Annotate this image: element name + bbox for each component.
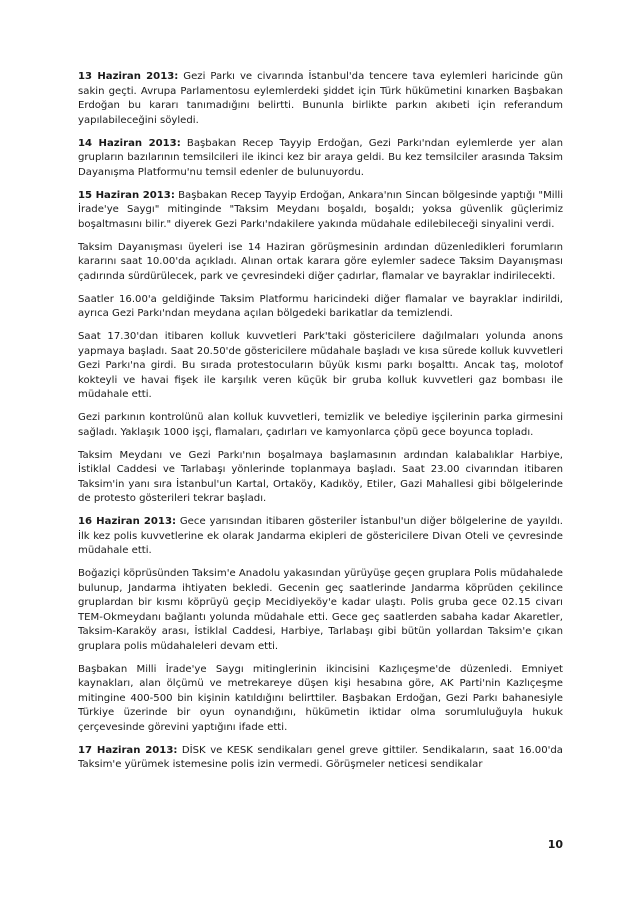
date-label: 17 Haziran 2013: — [78, 744, 178, 756]
date-label: 13 Haziran 2013: — [78, 71, 179, 82]
paragraph-15-haziran — [78, 189, 563, 233]
paragraph-text: Taksim Meydanı ve Gezi Parkı'nın boşalmaya başlamasının ardından kalabalıklar Harbiye, İstiklal Caddesi ve Tarlabaşı yönlerinde toplanmaya başladı. Saat 23.00 civarından itibaren Taksim'in yanı sıra İstanbul'un Kartal, Ortaköy, Kadıköy, Etiler, Gazi Mahallesi gibi bölgelerinde de protesto gösterileri tekrar başladı. — [78, 449, 563, 504]
paragraph-14-haziran — [78, 137, 563, 181]
paragraph-gezi-kontrol — [78, 411, 563, 440]
paragraph-bogazici — [78, 567, 563, 654]
page-body — [78, 70, 563, 781]
paragraph-text: Boğaziçi köprüsünden Taksim'e Anadolu yakasından yürüyüşe geçen gruplara Polis müdahalede bulunup, Jandarma ihtiyaten bekledi. Gecenin geç saatlerinde Jandarma köprüden çekilince gruplardan bir kısmı köprüyü geçip Mecidiyeköy'e kadar ulaştı. Polis gruba gece 02.15 civarı TEM-Okmeydanı bağlantı yolunda müdahale etti. Gece geç saatlerden sabaha kadar Akaretler, Taksim-Karaköy arası, İstiklal Caddesi, Harbiye, Tarlabaşı gibi bütün yollardan Taksim'e çıkan gruplara polis müdahaleleri devam etti. — [78, 568, 563, 652]
paragraph-text: Saat 17.30'dan itibaren kolluk kuvvetleri Park'taki göstericilere dağılmaları yolunda anons yapmaya başladı. Saat 20.50'de göstericilere müdahale başladı ve kısa sürede kolluk kuvvetleri Gezi Parkı'na girdi. Bu sırada protestocuların büyük kısmı parkı boşalttı. Ancak taş, molotof kokteyli ve havai fişek ile karşılık veren küçük bir gruba kolluk kuvvetleri gaz bombası ile müdahale etti. — [78, 331, 563, 400]
paragraph-text: Gezi parkının kontrolünü alan kolluk kuvvetleri, temizlik ve belediye işçilerinin parka girmesini sağladı. Yaklaşık 1000 işçi, flamaları, çadırları ve kamyonlarca çöpü gece boyunca topladı. — [78, 412, 563, 438]
date-label: 15 Haziran 2013: — [78, 189, 175, 201]
paragraph-13-haziran — [78, 70, 563, 128]
paragraph-saat-1730 — [78, 330, 563, 403]
paragraph-17-haziran — [78, 744, 563, 773]
paragraph-text: Başbakan Milli İrade'ye Saygı mitinglerinin ikincisini Kazlıçeşme'de düzenledi. Emniyet kaynakları, alan ölçümü ve metrekareye düşen kişi hesabına göre, AK Parti'nin Kazlıçeşme mitingine 400-500 bin kişinin katıldığını belirttiler. Başbakan Erdoğan, Gezi Parkı bahanesiyle Türkiye üzerinde bir oyun oynandığını, hükümetin iktidar olma sorumluluğuyla hukuk çerçevesinde görevini yaptığını ifade etti. — [78, 663, 563, 733]
paragraph-taksim-meydani — [78, 449, 563, 507]
date-label: 16 Haziran 2013: — [78, 516, 177, 527]
paragraph-text: Gezi Parkı ve civarında İstanbul'da tencere tava eylemleri haricinde gün sakin geçti. Avrupa Parlamentosu eylemlerdeki şiddet için Türk hükümetini kınarken Başbakan Erdoğan bu kararı tanımadığını belirtti. Bununla birlikte parkın akıbeti için referandum yapılabileceğini söyledi. — [78, 71, 563, 126]
paragraph-taksim-dayanismasi — [78, 241, 563, 285]
paragraph-16-haziran — [78, 515, 563, 559]
paragraph-kazlicesme — [78, 663, 563, 736]
paragraph-saat-1600 — [78, 293, 563, 322]
paragraph-text: Başbakan Recep Tayyip Erdoğan, Gezi Parkı'ndan eylemlerde yer alan grupların bazılarının temsilcileri ile ikinci kez bir araya geldi. Bu kez temsilciler arasında Taksim Dayanışma Platformu'nu temsil edenler de bulunuyordu. — [78, 137, 563, 178]
paragraph-text: DİSK ve KESK sendikaları genel greve gittiler. Sendikaların, saat 16.00'da Taksim'e yürümek istemesine polis izin vermedi. Görüşmeler neticesi sendikalar — [78, 744, 563, 770]
paragraph-text: Saatler 16.00'a geldiğinde Taksim Platformu haricindeki diğer flamalar ve bayraklar indirildi, ayrıca Gezi Parkı'ndan meydana açılan bölgedeki barikatlar da temizlendi. — [78, 293, 563, 319]
paragraph-text: Gece yarısından itibaren gösteriler İstanbul'un diğer bölgelerine de yayıldı. İlk kez polis kuvvetlerine ek olarak Jandarma ekipleri de göstericilere Divan Oteli ve çevresinde müdahale etti. — [78, 516, 563, 556]
page-number: 10 — [547, 838, 563, 851]
paragraph-text: Taksim Dayanışması üyeleri ise 14 Haziran görüşmesinin ardından düzenledikleri forumların kararını saat 10.00'da açıkladı. Alınan ortak karara göre eylemler sadece Taksim Dayanışması çadırında sürdürülecek, park ve çevresindeki diğer çadırlar, flamalar ve bayraklar indirilecekti. — [78, 241, 563, 282]
date-label: 14 Haziran 2013: — [78, 137, 181, 149]
paragraph-text: Başbakan Recep Tayyip Erdoğan, Ankara'nın Sincan bölgesinde yaptığı "Milli İrade'ye Saygı" mitinginde "Taksim Meydanı boşaldı, boşaldı; yoksa güvenlik güçlerimiz boşaltmasını bilir." diyerek Gezi Parkı'ndakilere yakında müdahale edilebileceği sinyalini verdi. — [78, 189, 563, 230]
